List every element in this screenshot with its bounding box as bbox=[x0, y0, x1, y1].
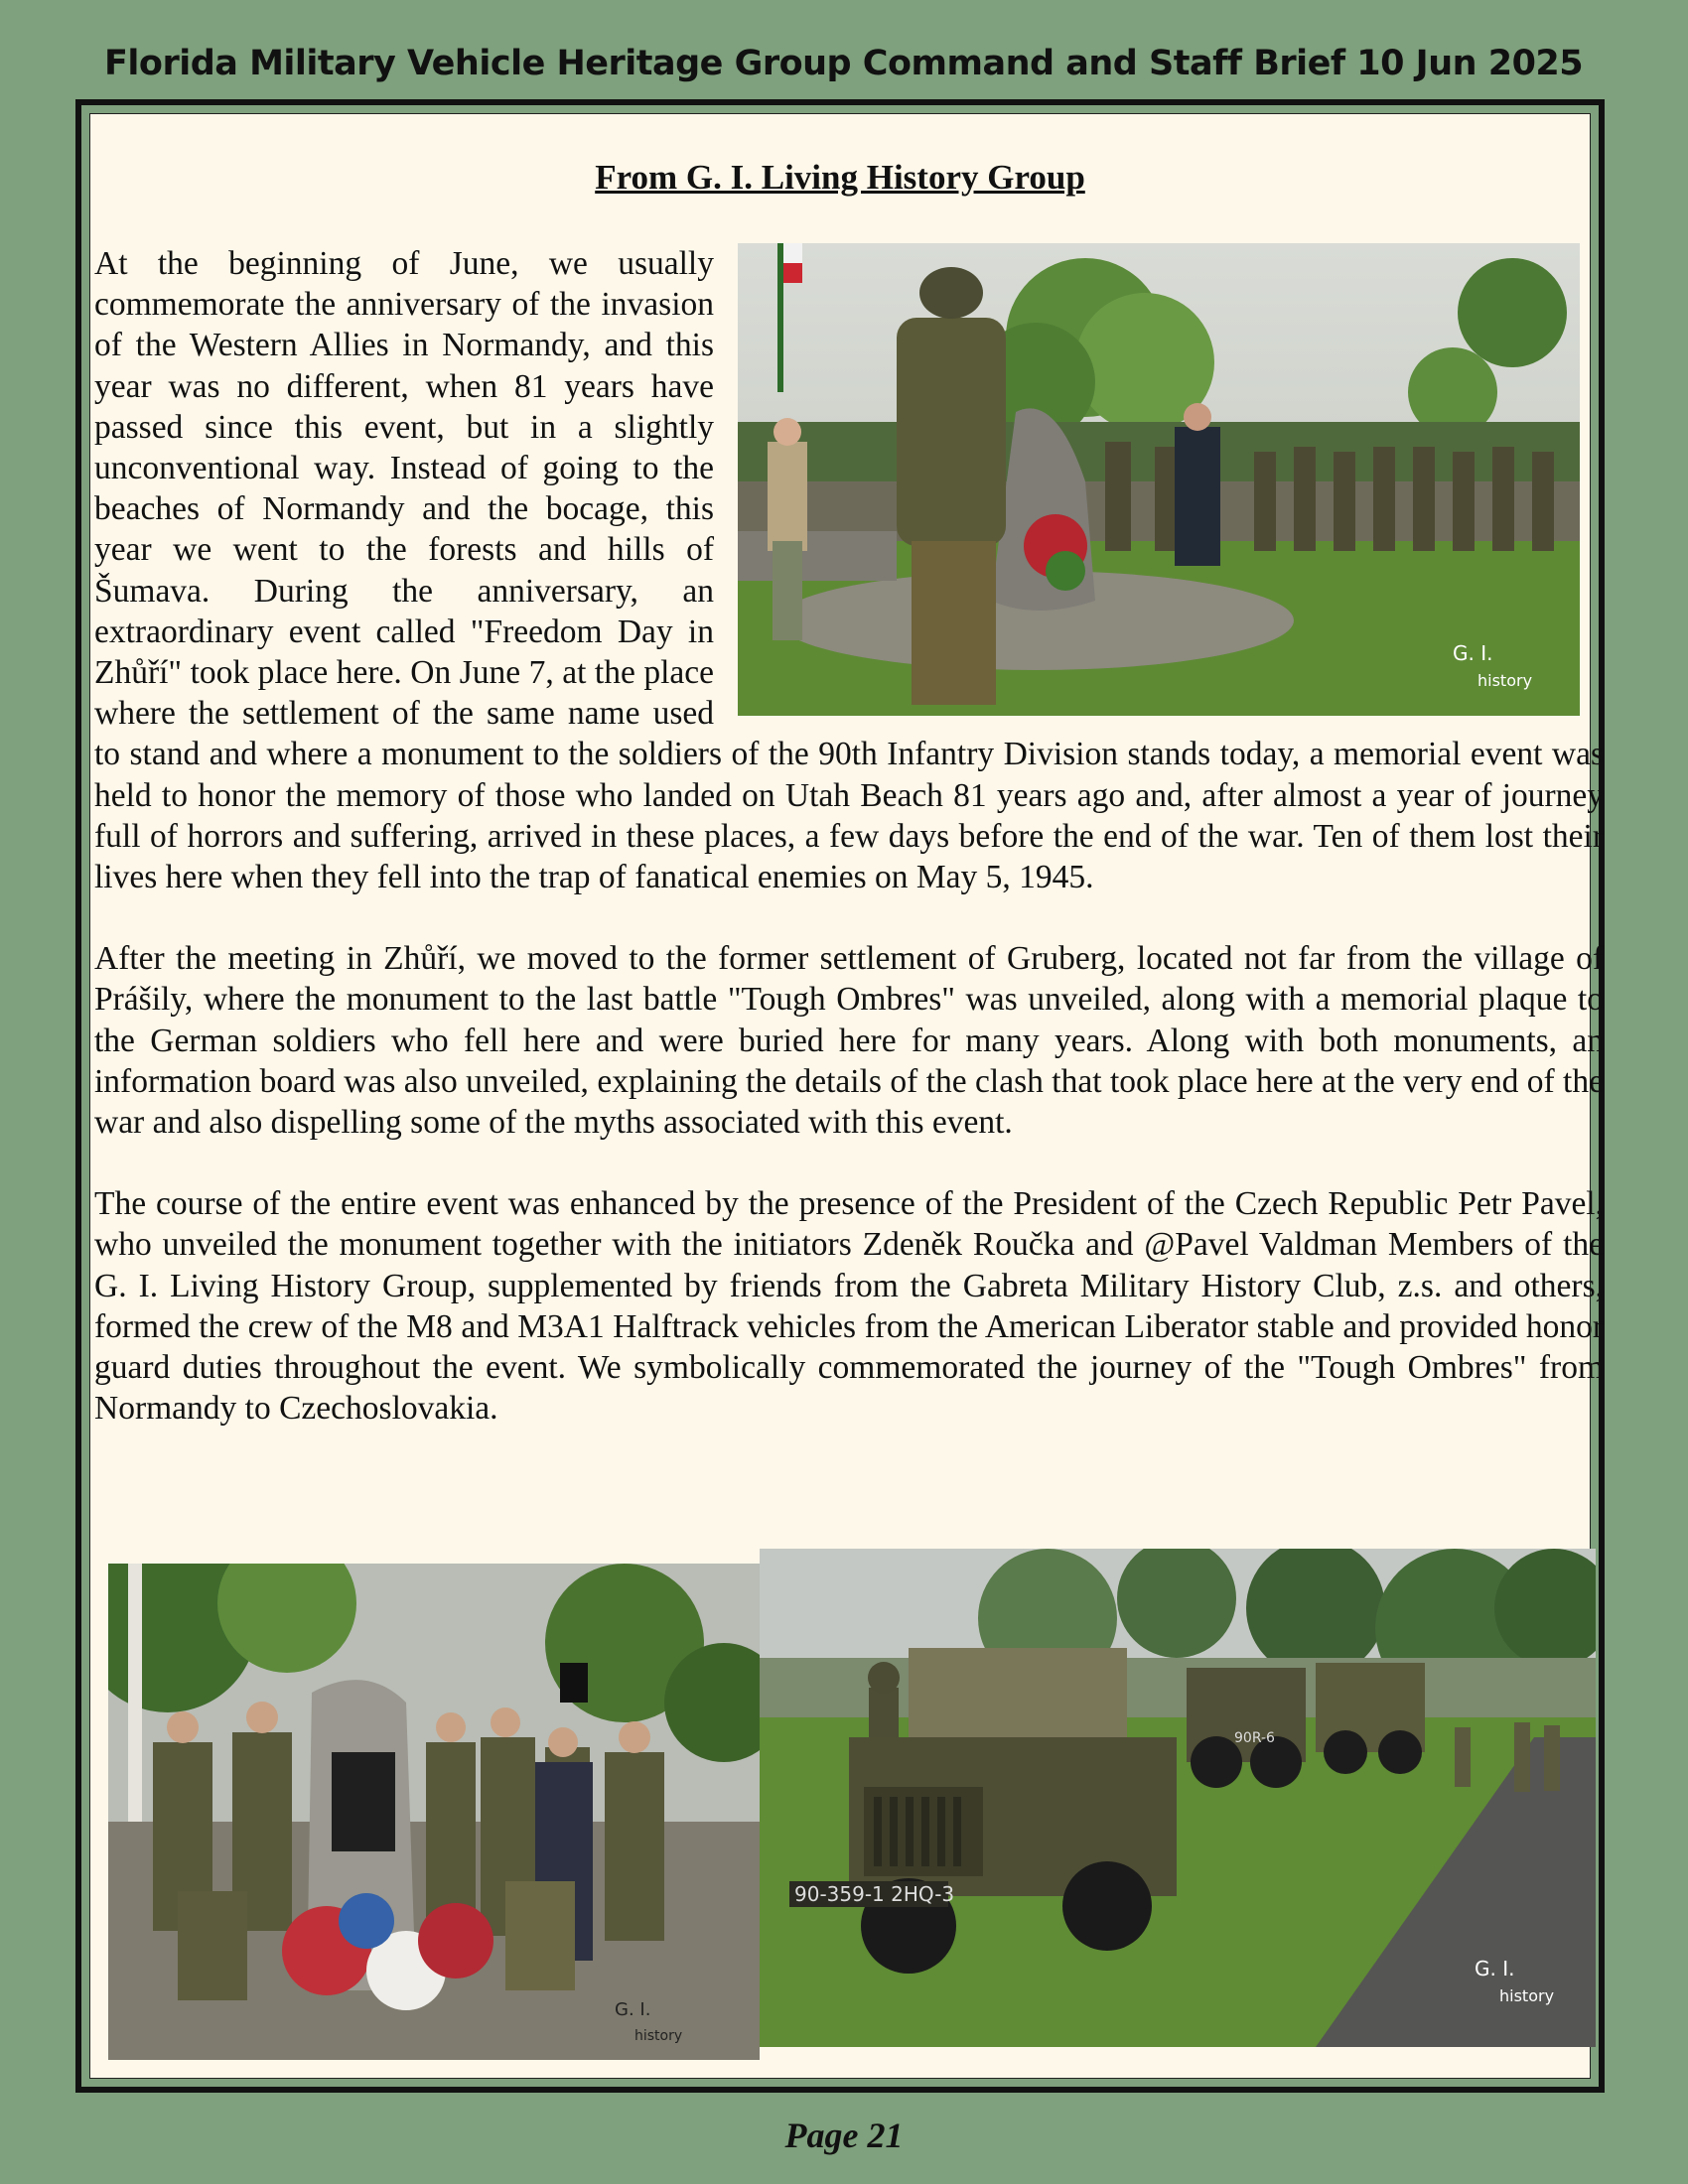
svg-text:G. I.: G. I. bbox=[615, 1999, 651, 2020]
monument-group-photo bbox=[108, 1564, 760, 2060]
newsletter-header: Florida Military Vehicle Heritage Group Command and Staff Brief 10 Jun 2025 bbox=[104, 44, 1584, 83]
page-number: Page 21 bbox=[784, 2116, 904, 2155]
paragraph-2: After the meeting in Zhůří, we moved to the former settlement of Gruberg, located not far from the village of Prášily, where the monument to the last battle "Tough Ombres" was unveiled, along with a memorial plaque to the German soldiers who fell here and were buried here for many years. Along with both monuments, an information board was also unveiled, explaining the details of the clash that took place here at the very end of the war and also dispelling some of the myths associated with this event. bbox=[94, 940, 1604, 1142]
watermark-history: history bbox=[1499, 1986, 1555, 2005]
paragraph-1: At the beginning of June, we usually commemorate the anniversary of the invasion of the Western Allies in Normandy, and this year was no different, when 81 years have passed since this event, but in a slightly unconventional way. Instead of going to the beaches of Normandy and the bocage, this year we went to the forests and hills of Šumava. During the anniversary, an extraordinary event called "Freedom Day in Zhůří" took place here. On June 7, at the place where the settlement of the same name used to stand and where a monument to the soldiers of the 90th Infantry Division stands today, a memorial event was held to honor the memory of those who landed on Utah Beach 81 years ago and, after almost a year of journey full of horrors and suffering, arrived in these places, a few days before the end of the war. Ten of them lost their lives here when they fell into the trap of fanatical enemies on May 5, 1945. bbox=[94, 245, 1604, 896]
svg-text:G. I.: G. I. bbox=[1453, 641, 1493, 665]
article-panel bbox=[89, 113, 1604, 2079]
svg-text:history: history bbox=[634, 2028, 683, 2044]
car-marking: 90R-6 bbox=[1234, 1730, 1275, 1746]
jeep-plate: 90-359-1 2HQ-3 bbox=[794, 1882, 955, 1906]
page-frame bbox=[75, 99, 1605, 2093]
vehicles-photo bbox=[760, 1549, 1596, 2047]
article-title: From G. I. Living History Group bbox=[595, 158, 1085, 197]
watermark-gi: G. I. bbox=[1475, 1957, 1515, 1980]
article-body bbox=[94, 243, 1604, 1469]
paragraph-3: The course of the entire event was enhanced by the presence of the President of the Czech Republic Petr Pavel, who unveiled the monument together with the initiators Zdeněk Roučka and @Pavel Valdman Members of the G. I. Living History Group, supplemented by friends from the Gabreta Military History Club, z.s. and others, formed the crew of the M8 and M3A1 Halftrack vehicles from the American Liberator stable and provided honor guard duties throughout the event. We symbolically commemorated the journey of the "Tough Ombres" from Normandy to Czechoslovakia. bbox=[94, 1185, 1604, 1428]
svg-text:history: history bbox=[1477, 671, 1533, 690]
ceremony-photo bbox=[738, 243, 1580, 716]
